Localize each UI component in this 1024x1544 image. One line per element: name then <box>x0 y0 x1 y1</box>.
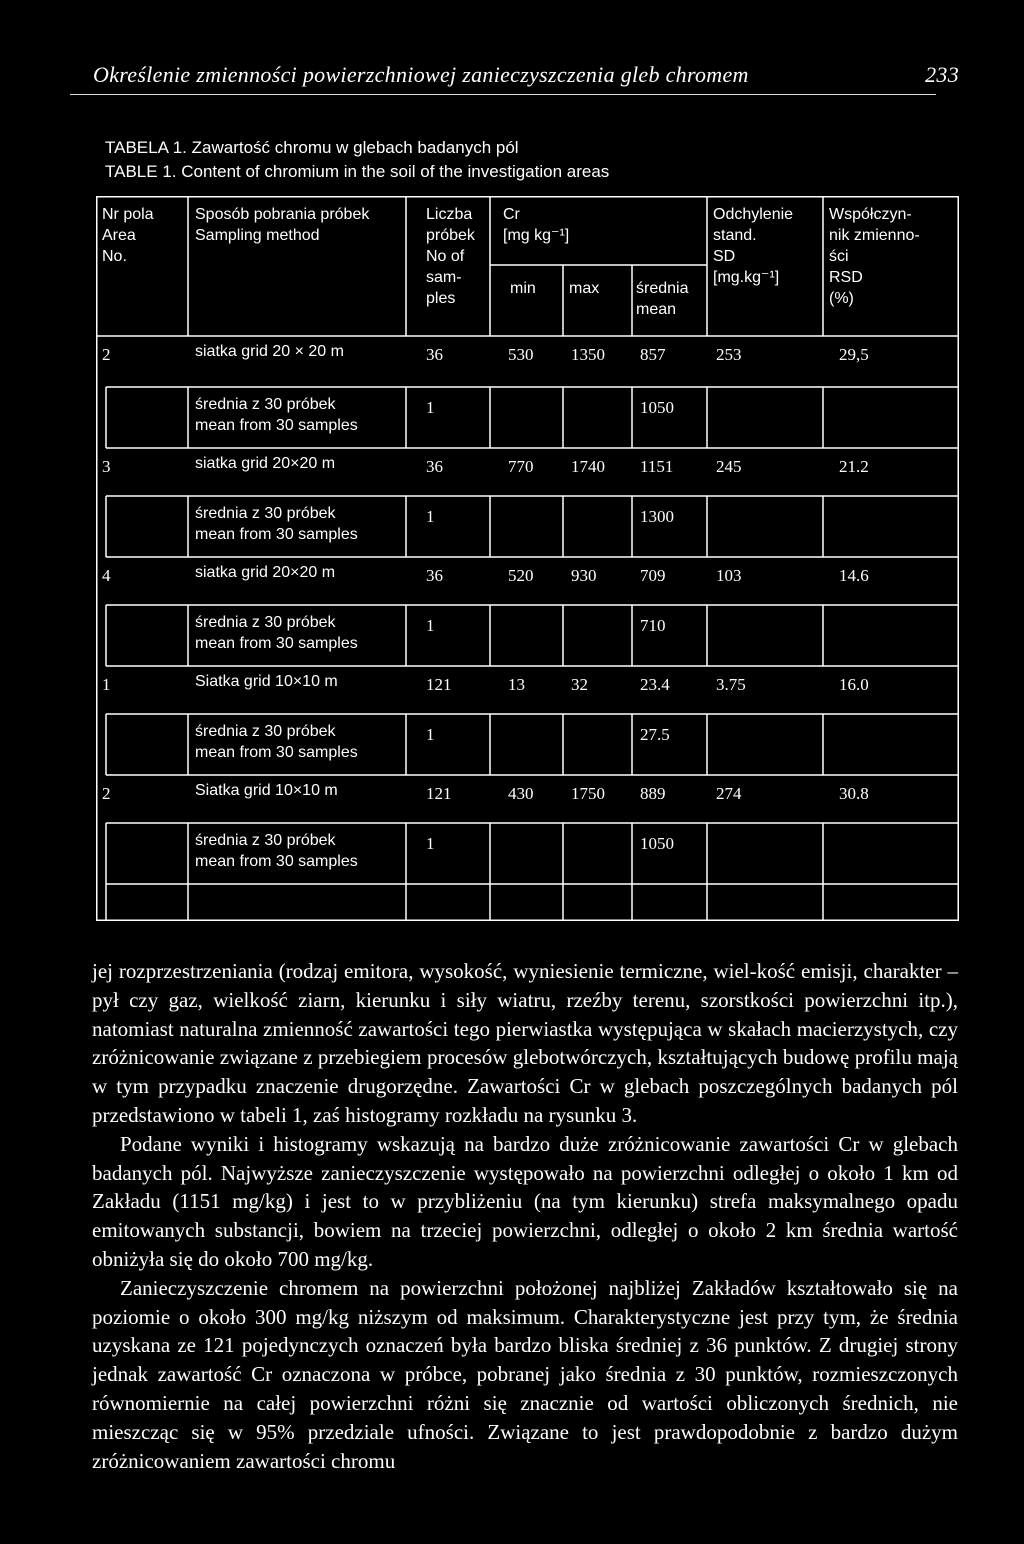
cell-method: siatka grid 20×20 m <box>195 455 336 472</box>
cell-n: 1 <box>426 725 435 744</box>
cell-max: 930 <box>571 566 597 585</box>
cell-sd: 274 <box>716 784 742 803</box>
cell-rsd: 14.6 <box>839 566 869 585</box>
cell-sd: 3.75 <box>716 675 746 694</box>
header-mean: średnia mean <box>636 280 689 318</box>
cell-max: 1750 <box>571 784 605 803</box>
cell-method: średnia z 30 próbek mean from 30 samples <box>195 505 358 543</box>
cell-method: siatka grid 20 × 20 m <box>195 343 344 360</box>
cell-n: 36 <box>426 566 443 585</box>
cell-sd: 253 <box>716 345 742 364</box>
cell-method: średnia z 30 próbek mean from 30 samples <box>195 614 358 652</box>
cell-area: 2 <box>102 345 111 364</box>
header-area: Nr pola Area No. <box>102 206 154 265</box>
cell-method: Siatka grid 10×10 m <box>195 782 338 799</box>
cell-area: 4 <box>102 566 111 585</box>
cell-min: 770 <box>508 457 534 476</box>
header-min: min <box>510 280 536 297</box>
header-sd: Odchylenie stand. SD [mg.kg⁻¹] <box>713 206 794 286</box>
cell-n: 121 <box>426 784 452 803</box>
cell-method: siatka grid 20×20 m <box>195 564 336 581</box>
cell-mean: 857 <box>640 345 666 364</box>
cell-area: 3 <box>102 457 111 476</box>
cell-min: 430 <box>508 784 534 803</box>
cell-max: 1350 <box>571 345 605 364</box>
cell-area: 2 <box>102 784 111 803</box>
cell-method: średnia z 30 próbek mean from 30 samples <box>195 832 358 870</box>
cell-max: 1740 <box>571 457 605 476</box>
cell-max: 32 <box>571 675 588 694</box>
header-max: max <box>569 280 600 297</box>
cell-n: 36 <box>426 457 443 476</box>
paragraph: Podane wyniki i histogramy wskazują na bardzo duże zróżnicowanie zawartości Cr w glebach badanych pól. Najwyższe zanieczyszczenie występowało na powierzchni odległej o około 1 km od Zakładu (1151 mg/kg) i jest to w przybliżeniu (na tym kierunku) strefa maksymalnego opadu emitowanych substancji, bowiem na trzeciej powierzchni, odległej o około 2 km średnia wartość obniżyła się do około 700 mg/kg. <box>92 1131 958 1271</box>
cell-sd: 245 <box>716 457 742 476</box>
cell-mean: 709 <box>640 566 666 585</box>
header-rsd: Współczyn- nik zmienno- ści RSD (%) <box>829 206 920 307</box>
header-method: Sposób pobrania próbek Sampling method <box>195 206 370 244</box>
paragraph: Zanieczyszczenie chromem na powierzchni położonej najbliżej Zakładów kształtowało się na poziomie o około 300 mg/kg niższym od maksimum. Charakterystyczne jest przy tym, że średnia uzyskana ze 121 pojedynczych oznaczeń była bardzo bliska średniej z 36 punktów. Z drugiej strony jednak zawartość Cr oznaczona w próbce, pobranej jako średnia z 30 punktów, rozmieszczonych równomiernie na całej powierzchni różni się znacznie od wartości obliczonych średnich, nie mieszcząc się w 95% przedziale ufności. Związane to jest prawdopodobnie z bardzo dużym zróżnicowaniem zawartości chromu <box>92 1275 958 1473</box>
running-title: Określenie zmienności powierzchniowej zanieczyszczenia gleb chromem <box>93 62 749 87</box>
table-caption-en: TABLE 1. Content of chromium in the soil of the investigation areas <box>105 162 610 181</box>
cell-min: 530 <box>508 345 534 364</box>
cell-method: średnia z 30 próbek mean from 30 samples <box>195 396 358 434</box>
cell-n: 121 <box>426 675 452 694</box>
cell-sd: 103 <box>716 566 742 585</box>
body-text <box>92 957 958 1475</box>
cell-mean: 1050 <box>640 398 674 417</box>
header-rule <box>70 94 936 95</box>
running-header <box>93 62 959 88</box>
cell-n: 1 <box>426 507 435 526</box>
cell-rsd: 16.0 <box>839 675 869 694</box>
header-sample-count: Liczba próbek No of sam- ples <box>426 206 475 307</box>
cell-n: 1 <box>426 834 435 853</box>
cell-mean: 1300 <box>640 507 674 526</box>
cell-min: 13 <box>508 675 525 694</box>
cell-mean: 889 <box>640 784 666 803</box>
cell-method: Siatka grid 10×10 m <box>195 673 338 690</box>
cell-n: 1 <box>426 398 435 417</box>
cell-mean: 27.5 <box>640 725 670 744</box>
cell-mean: 23.4 <box>640 675 670 694</box>
cell-rsd: 21.2 <box>839 457 869 476</box>
cell-min: 520 <box>508 566 534 585</box>
chromium-table <box>96 196 959 921</box>
cell-n: 1 <box>426 616 435 635</box>
cell-method: średnia z 30 próbek mean from 30 samples <box>195 723 358 761</box>
cell-rsd: 29,5 <box>839 345 869 364</box>
cell-area: 1 <box>102 675 111 694</box>
paragraph: jej rozprzestrzeniania (rodzaj emitora, wysokość, wyniesienie termiczne, wiel-kość emisji, charakter – pył czy gaz, wielkość ziarn, kierunku i siły wiatru, rzeźby terenu, szorstkości powierzchni itp.), natomiast naturalna zmienność zawartości tego pierwiastka występująca w skałach macierzystych, czy zróżnicowanie związane z przebiegiem procesów glebotwórczych, kształtujących budowę profilu mają w tym przypadku znaczenie drugorzędne. Zawartości Cr w glebach poszczególnych badanych pól przedstawiono w tabeli 1, zaś histogramy rozkładu na rysunku 3. <box>92 959 958 1127</box>
cell-mean: 1050 <box>640 834 674 853</box>
cell-rsd: 30.8 <box>839 784 869 803</box>
table-caption-pl: TABELA 1. Zawartość chromu w glebach badanych pól <box>105 138 519 157</box>
header-cr: Cr [mg kg⁻¹] <box>503 206 570 244</box>
cell-n: 36 <box>426 345 443 364</box>
page-number: 233 <box>925 62 959 87</box>
cell-mean: 710 <box>640 616 666 635</box>
cell-mean: 1151 <box>640 457 674 476</box>
